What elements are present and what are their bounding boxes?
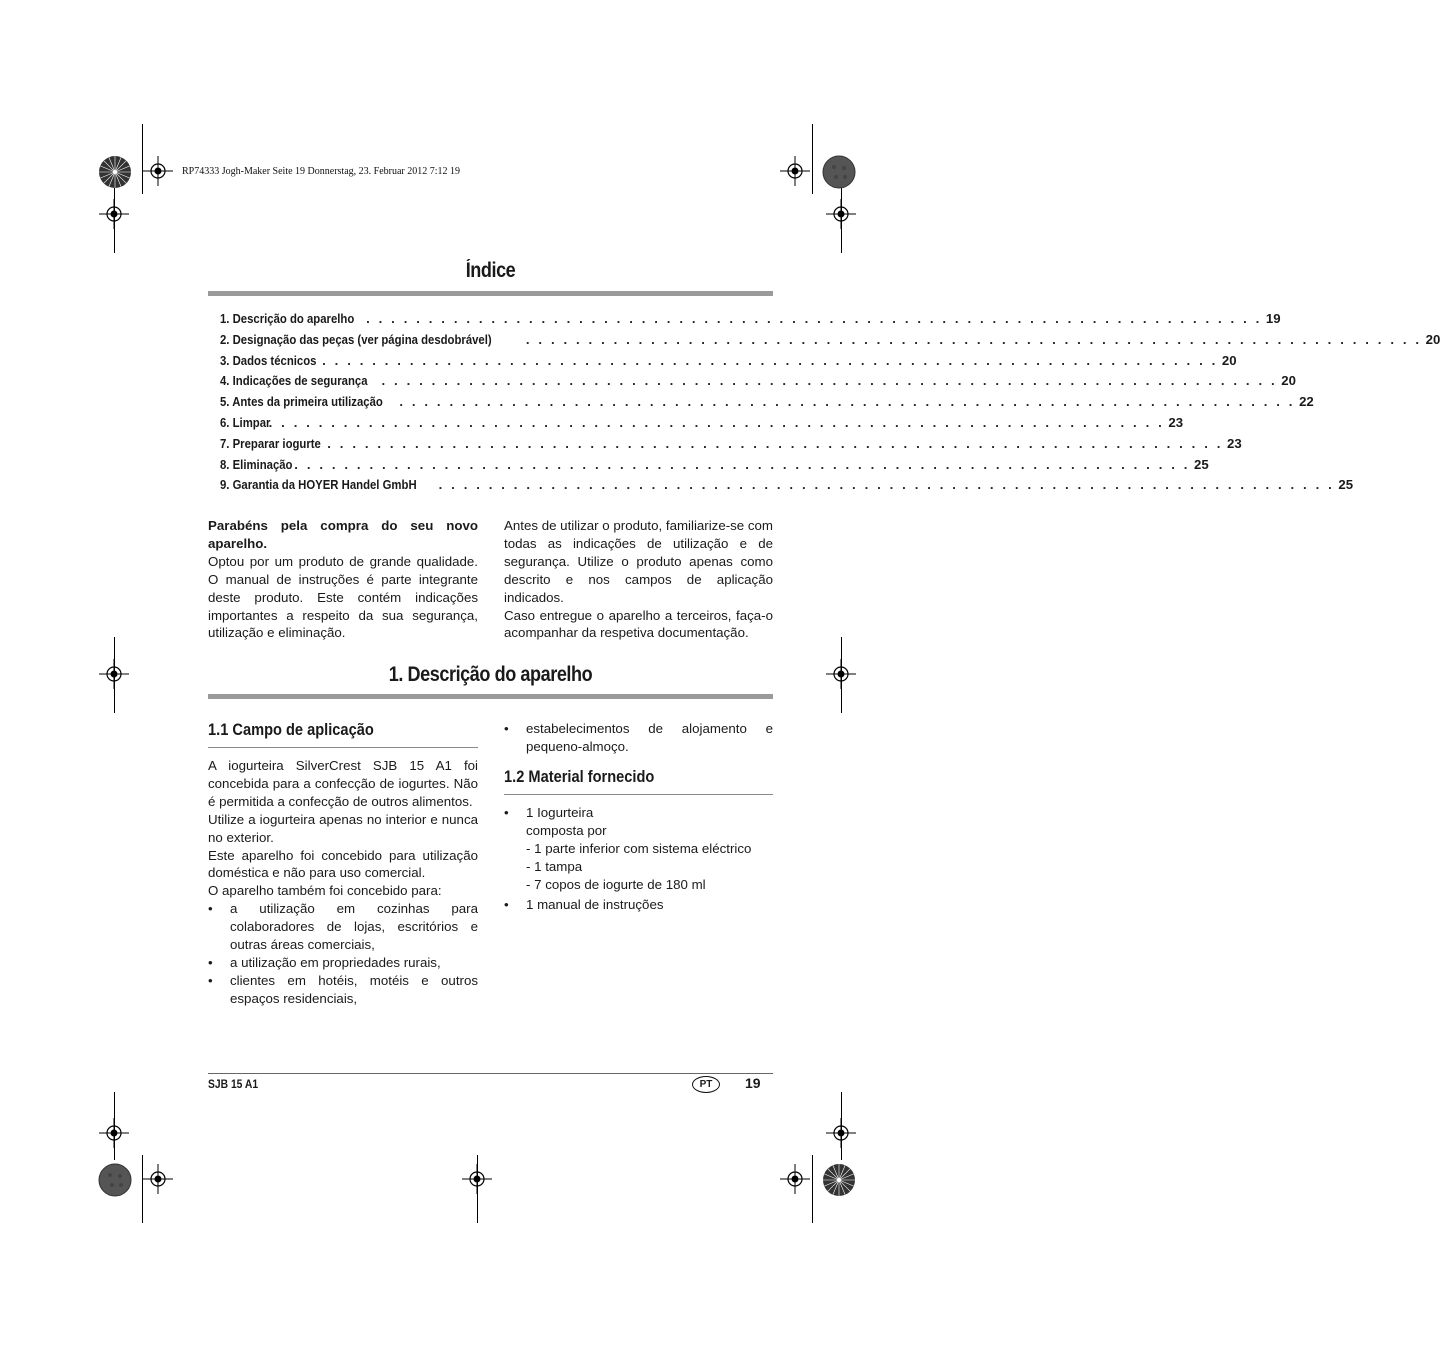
crop-line xyxy=(142,124,143,194)
toc-entry-label: 2. Designação das peças (ver página desdobrável) xyxy=(220,331,492,347)
crop-line xyxy=(841,185,842,253)
toc-entry-label: 9. Garantia da HOYER Handel GmbH xyxy=(220,477,417,493)
footer-rule xyxy=(208,1073,773,1074)
toc-entry-page: 20 xyxy=(1221,352,1237,368)
intro-left-column xyxy=(208,517,478,642)
toc-leader: . . . . . . . . . . . . . . . . . . . . . . . . . . . . . . . . . . . . . . . . . . . . . . . . . . . . . . . . . . . . . . . . . . . . . . . . xyxy=(381,373,1278,389)
color-rosette-icon xyxy=(822,155,856,189)
color-rosette-icon xyxy=(822,1163,856,1197)
toc-entry[interactable] xyxy=(220,477,1354,498)
subsection-title: 1.1 Campo de aplicação xyxy=(208,720,374,739)
color-rosette-icon xyxy=(98,155,132,189)
intro-right-text-2: Caso entregue o aparelho a terceiros, faça-o acompanhar da respetiva documentação. xyxy=(504,607,773,641)
index-title: Índice xyxy=(465,259,516,282)
intro-right-text-1: Antes de utilizar o produto, familiarize-se com todas as indicações de utilização e de segurança. Utilize o produto apenas como descrito e nos campos de aplicação indicados. xyxy=(504,518,774,605)
part-line: - 7 copos de iogurte de 180 ml xyxy=(526,876,706,892)
language-badge: PT xyxy=(692,1076,720,1093)
subsection-rule xyxy=(504,794,773,795)
crop-line xyxy=(114,185,115,253)
part-line: - 1 tampa xyxy=(526,858,583,874)
toc-entry-page: 23 xyxy=(1168,414,1184,430)
subsection-rule xyxy=(208,747,478,748)
toc-entry-label: 4. Indicações de segurança xyxy=(220,373,368,389)
toc-entry[interactable] xyxy=(220,435,1242,457)
bullet-list xyxy=(504,804,773,913)
item-name: • 1 Iogurteira xyxy=(526,805,594,820)
toc-entry-label: 3. Dados técnicos xyxy=(220,352,317,368)
registration-mark-icon xyxy=(780,1164,810,1194)
toc-entry-label: 7. Preparar iogurte xyxy=(220,435,321,451)
toc-leader: . . . . . . . . . . . . . . . . . . . . . . . . . . . . . . . . . . . . . . . . . . . . . . . . . . . . . . . . . . . . . . . . . . . . . . . . xyxy=(268,414,1165,430)
toc-leader: . . . . . . . . . . . . . . . . . . . . . . . . . . . . . . . . . . . . . . . . . . . . . . . . . . . . . . . . . . . . . . . . . . . . . . . . xyxy=(438,477,1335,493)
part-line: - 1 parte inferior com sistema eléctrico xyxy=(526,840,752,856)
crop-line xyxy=(841,1092,842,1160)
toc-leader: . . . . . . . . . . . . . . . . . . . . . . . . . . . . . . . . . . . . . . . . . . . . . . . . . . . . . . . . . . . . . . . . . . . . . . . . xyxy=(525,331,1422,347)
paragraph: O aparelho também foi concebido para: xyxy=(208,883,442,899)
toc-entry-page: 20 xyxy=(1425,331,1440,347)
toc-leader: . . . . . . . . . . . . . . . . . . . . . . . . . . . . . . . . . . . . . . . . . . . . . . . . . . . . . . . . . . . . . . . . . . . . . . . . xyxy=(366,311,1262,326)
index-rule xyxy=(208,291,773,296)
crop-line xyxy=(812,1155,813,1223)
toc-entry[interactable] xyxy=(220,394,1314,415)
toc-entry-page: 19 xyxy=(1265,311,1281,326)
registration-mark-icon xyxy=(143,1164,173,1194)
print-info: RP74333 Jogh-Maker Seite 19 Donnerstag, 23. Februar 2012 7:12 19 xyxy=(182,166,461,177)
registration-mark-icon xyxy=(143,156,173,186)
crop-line xyxy=(477,1155,478,1223)
crop-line xyxy=(812,124,813,194)
list-item: • clientes em hotéis, motéis e outros espaços residenciais, xyxy=(208,972,478,1008)
toc-entry[interactable] xyxy=(220,311,1281,332)
toc-entry[interactable] xyxy=(220,352,1237,374)
toc-entry[interactable] xyxy=(220,331,1440,353)
intro-left-text: Optou por um produto de grande qualidade. O manual de instruções é parte integrante deste produto. Este contém indicações importantes a respeito da sua segurança, utilização e eliminação. xyxy=(208,553,478,641)
crop-line xyxy=(114,1092,115,1160)
toc-entry-label: 8. Eliminação xyxy=(220,456,293,472)
table-of-contents xyxy=(220,311,1440,498)
list-item xyxy=(504,804,773,894)
toc-entry-page: 20 xyxy=(1281,373,1296,389)
section-title: 1. Descrição do aparelho xyxy=(388,663,593,686)
crop-line xyxy=(841,637,842,713)
toc-entry-page: 25 xyxy=(1194,456,1209,472)
bullet-list xyxy=(208,900,478,1007)
subsection-body xyxy=(208,757,478,1008)
subsection-title: 1.2 Material fornecido xyxy=(504,767,655,786)
footer-model: SJB 15 A1 xyxy=(208,1077,259,1091)
intro-heading: Parabéns pela compra do seu novo aparelho. xyxy=(208,518,478,551)
toc-entry-page: 22 xyxy=(1299,394,1314,410)
toc-leader: . . . . . . . . . . . . . . . . . . . . . . . . . . . . . . . . . . . . . . . . . . . . . . . . . . . . . . . . . . . . . . . . . . . . . . . . xyxy=(322,352,1218,368)
toc-entry[interactable] xyxy=(220,456,1209,478)
toc-leader: . . . . . . . . . . . . . . . . . . . . . . . . . . . . . . . . . . . . . . . . . . . . . . . . . . . . . . . . . . . . . . . . . . . . . . . . xyxy=(294,456,1191,472)
crop-line xyxy=(114,637,115,713)
list-item: • 1 manual de instruções xyxy=(504,896,773,914)
toc-leader: . . . . . . . . . . . . . . . . . . . . . . . . . . . . . . . . . . . . . . . . . . . . . . . . . . . . . . . . . . . . . . . . . . . . . . . . xyxy=(399,394,1296,410)
list-item: • a utilização em cozinhas para colaboradores de lojas, escritórios e outras áreas comerciais, xyxy=(208,900,478,954)
item-sub: composta por xyxy=(526,822,607,838)
toc-entry-page: 23 xyxy=(1227,435,1242,451)
page-number: 19 xyxy=(745,1075,761,1091)
section-rule xyxy=(208,694,773,699)
crop-line xyxy=(142,1155,143,1223)
paragraph: Este aparelho foi concebido para utilização doméstica e não para uso comercial. xyxy=(208,847,478,881)
subsection-body-continued xyxy=(504,720,773,756)
color-rosette-icon xyxy=(98,1163,132,1197)
toc-entry-label: 6. Limpar xyxy=(220,414,271,430)
delivery-contents xyxy=(504,804,773,913)
toc-entry-label: 5. Antes da primeira utilização xyxy=(220,394,383,410)
list-item: • a utilização em propriedades rurais, xyxy=(208,954,478,972)
toc-leader: . . . . . . . . . . . . . . . . . . . . . . . . . . . . . . . . . . . . . . . . . . . . . . . . . . . . . . . . . . . . . . . . . . . . . . . . xyxy=(327,435,1224,451)
intro-right-column xyxy=(504,517,773,642)
bullet-list xyxy=(504,720,773,756)
list-item: • estabelecimentos de alojamento e pequeno-almoço. xyxy=(504,720,773,756)
toc-entry[interactable] xyxy=(220,373,1296,394)
toc-entry-page: 25 xyxy=(1338,477,1354,493)
paragraph: A iogurteira SilverCrest SJB 15 A1 foi concebida para a confecção de iogurtes. Não é permitida a confecção de outros alimentos. xyxy=(208,758,478,809)
toc-entry-label: 1. Descrição do aparelho xyxy=(220,311,355,326)
paragraph: Utilize a iogurteira apenas no interior e nunca no exterior. xyxy=(208,811,478,845)
toc-entry[interactable] xyxy=(220,414,1184,436)
registration-mark-icon xyxy=(780,156,810,186)
